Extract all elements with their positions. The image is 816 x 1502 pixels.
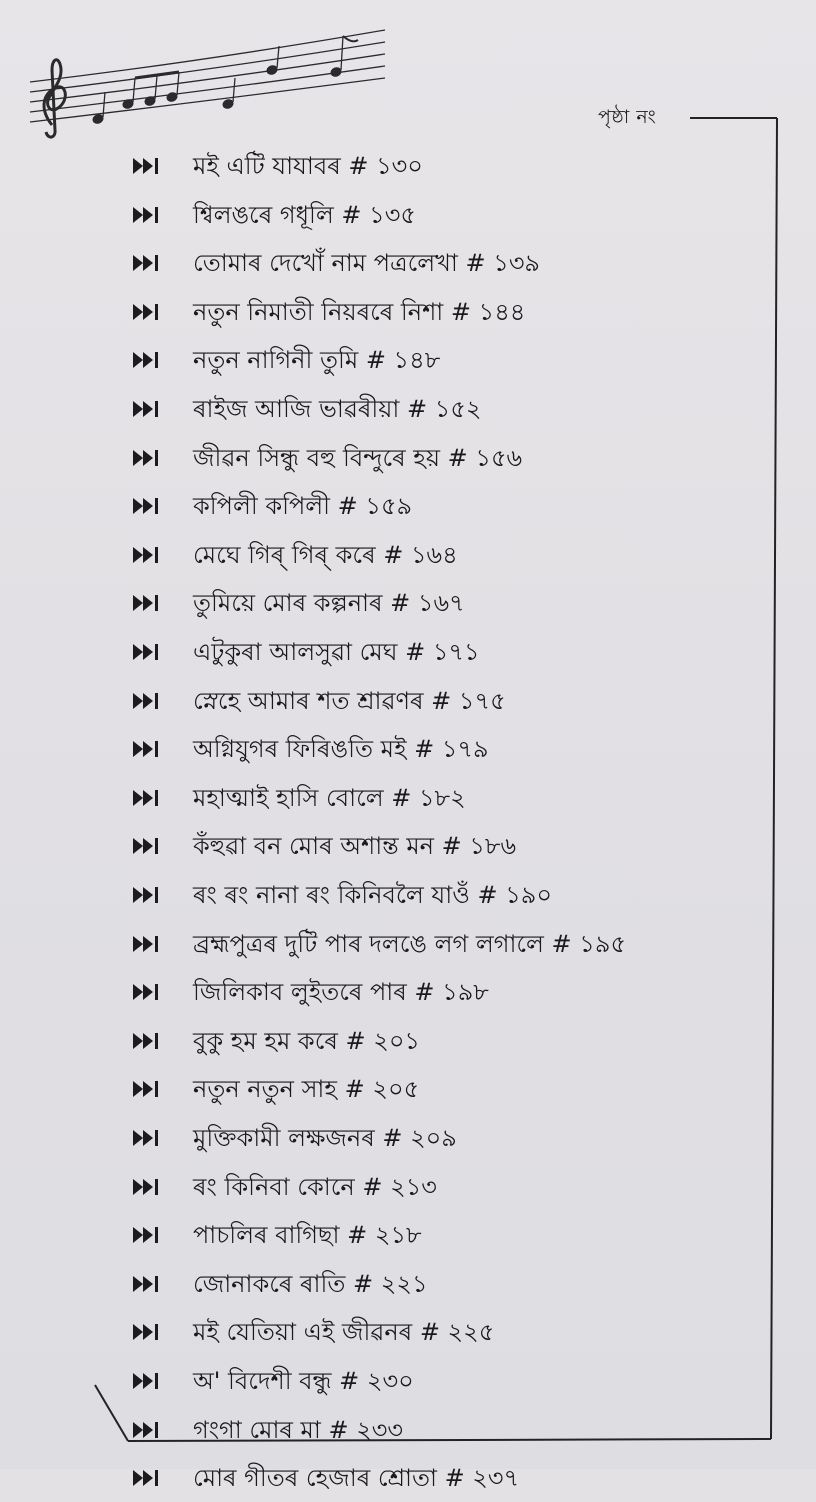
toc-entry-title: মই যেতিয়া এই জীৱনৰ # ২২৫	[193, 1318, 495, 1347]
toc-entry	[0, 968, 816, 1016]
toc-entry-title: পাচলিৰ বাগিছা # ২১৮	[193, 1221, 422, 1250]
toc-entry-title: মোৰ গীতৰ হেজাৰ শ্ৰোতা # ২৩৭	[193, 1464, 520, 1493]
toc-entry	[0, 288, 816, 336]
toc-entry	[0, 628, 816, 676]
toc-entry-title: গংগা মোৰ মা # ২৩৩	[193, 1415, 404, 1444]
fast-forward-icon	[132, 399, 162, 419]
toc-entry	[0, 482, 816, 530]
page-number-label: পৃষ্ঠা নং	[598, 106, 657, 128]
fast-forward-icon	[132, 350, 162, 370]
toc-entry-title: নতুন নতুন সাহ # ২০৫	[193, 1075, 420, 1104]
fast-forward-icon	[132, 1371, 162, 1391]
toc-entry	[0, 1454, 816, 1502]
toc-entry	[0, 531, 816, 579]
toc-entry	[0, 1065, 816, 1113]
toc-entry	[0, 1308, 816, 1356]
fast-forward-icon	[132, 1128, 162, 1148]
toc-entry-title: তুমিয়ে মোৰ কল্পনাৰ # ১৬৭	[193, 589, 465, 618]
fast-forward-icon	[132, 1031, 162, 1051]
fast-forward-icon	[132, 156, 162, 176]
toc-entry-title: মুক্তিকামী লক্ষজনৰ # ২০৯	[193, 1124, 457, 1152]
fast-forward-icon	[132, 1079, 162, 1099]
toc-entry-title: এটুকুৰা আলসুৱা মেঘ # ১৭১	[193, 638, 480, 666]
toc-entry-title: ৰাইজ আজি ভাৱৰীয়া # ১৫২	[193, 395, 482, 423]
toc-entry	[0, 1211, 816, 1259]
fast-forward-icon	[132, 1274, 162, 1294]
fast-forward-icon	[132, 448, 162, 468]
toc-entry-title: নতুন নিমাতী নিয়ৰৰে নিশা # ১৪৪	[193, 297, 526, 326]
fast-forward-icon	[132, 642, 162, 662]
toc-entry-title: ৰং কিনিবা কোনে # ২১৩	[193, 1172, 437, 1201]
fast-forward-icon	[132, 205, 162, 225]
fast-forward-icon	[132, 691, 162, 711]
toc-entry-title: জোনাকৰে ৰাতি # ২২১	[193, 1269, 428, 1298]
toc-entry-title: স্নেহে আমাৰ শত শ্ৰাৱণৰ # ১৭৫	[193, 686, 506, 715]
fast-forward-icon	[132, 302, 162, 322]
fast-forward-icon	[132, 1177, 162, 1197]
fast-forward-icon	[132, 836, 162, 856]
toc-entry	[0, 1017, 816, 1065]
toc-entry	[0, 1406, 816, 1454]
toc-entry	[0, 434, 816, 482]
fast-forward-icon	[132, 1225, 162, 1245]
fast-forward-icon	[132, 788, 162, 808]
fast-forward-icon	[132, 739, 162, 759]
fast-forward-icon	[132, 1420, 162, 1440]
fast-forward-icon	[132, 1322, 162, 1342]
toc-entry	[0, 579, 816, 627]
toc-entry	[0, 1163, 816, 1211]
toc-entry	[0, 774, 816, 822]
fast-forward-icon	[132, 1468, 162, 1488]
fast-forward-icon	[132, 545, 162, 565]
toc-entry-title: কপিলী কপিলী # ১৫৯	[193, 492, 413, 521]
fast-forward-icon	[132, 934, 162, 954]
fast-forward-icon	[132, 885, 162, 905]
music-staff-icon	[30, 30, 385, 137]
toc-entry	[0, 920, 816, 968]
toc-entry	[0, 142, 816, 190]
toc-entry-title: জিলিকাব লুইতৰে পাৰ # ১৯৮	[193, 978, 489, 1007]
toc-entry	[0, 336, 816, 384]
toc-entry	[0, 677, 816, 725]
toc-entry	[0, 725, 816, 773]
fast-forward-icon	[132, 253, 162, 273]
toc-entry-title: মই এটি যাযাবৰ # ১৩০	[193, 152, 423, 180]
toc-entry-title: অগ্নিযুগৰ ফিৰিঙতি মই # ১৭৯	[193, 735, 489, 764]
toc-entry	[0, 239, 816, 287]
toc-entry-title: তোমাৰ দেখোঁ নাম পত্ৰলেখা # ১৩৯	[193, 249, 541, 278]
toc-entry-title: কঁহুৱা বন মোৰ অশান্ত মন # ১৮৬	[193, 832, 517, 861]
toc-entry-title: ব্ৰহ্মপুত্ৰৰ দুটি পাৰ দলঙে লগ লগালে # ১৯৫	[193, 929, 627, 958]
toc-entry-title: মেঘে গিৰ্ গিৰ্ কৰে # ১৬৪	[193, 540, 458, 569]
toc-entry	[0, 1260, 816, 1308]
toc-entry-title: বুকু হম হম কৰে # ২০১	[193, 1026, 421, 1055]
fast-forward-icon	[132, 496, 162, 516]
toc-entry	[0, 385, 816, 433]
toc-entry-title: নতুন নাগিনী তুমি # ১৪৮	[193, 346, 441, 375]
toc-entry	[0, 871, 816, 919]
toc-entry-title: অ' বিদেশী বন্ধু # ২৩০	[193, 1367, 414, 1395]
toc-entry-title: ৰং ৰং নানা ৰং কিনিবলৈ যাওঁ # ১৯০	[193, 881, 552, 909]
toc-entry-title: জীৱন সিন্ধু বহু বিন্দুৰে হয় # ১৫৬	[193, 443, 523, 472]
toc-entry	[0, 822, 816, 870]
toc-entry	[0, 1114, 816, 1162]
toc-entry-title: শ্বিলঙৰে গধূলি # ১৩৫	[193, 200, 416, 229]
fast-forward-icon	[132, 593, 162, 613]
toc-entry	[0, 191, 816, 239]
fast-forward-icon	[132, 982, 162, 1002]
toc-entry	[0, 1357, 816, 1405]
toc-entry-title: মহাত্মাই হাসি বোলে # ১৮২	[193, 783, 466, 812]
